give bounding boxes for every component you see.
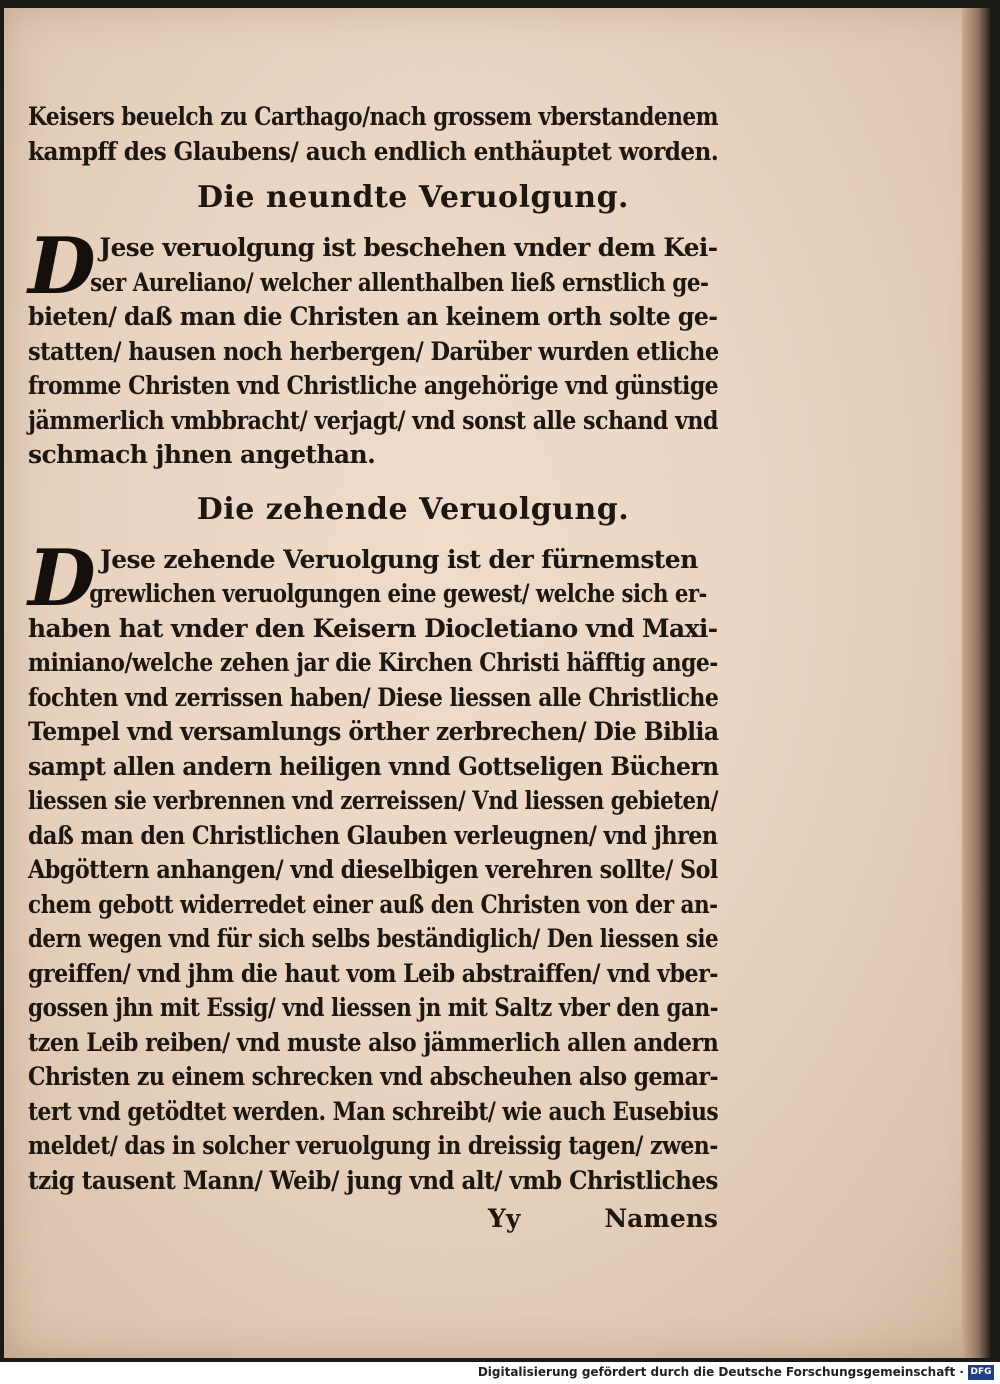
page-footer-catch-row — [28, 1202, 718, 1238]
signature-mark: Yy — [488, 1204, 521, 1233]
text-line: bieten/ daß man die Christen an keinem orth solte ge- — [28, 302, 718, 331]
text-line: chem gebott widerredet einer auß den Christen von der an- — [28, 889, 718, 919]
text-line: kampff des Glaubens/ auch endlich enthäuptet worden. — [28, 136, 719, 166]
text-line: sampt allen andern heiligen vnnd Gottseligen Büchern — [28, 751, 719, 781]
text-line: gossen jhn mit Essig/ vnd liessen jn mit Saltz vber den gan- — [28, 993, 719, 1022]
catchword: Namens — [604, 1204, 718, 1233]
text-line: Christen zu einem schrecken vnd abscheuhen also gemar- — [28, 1062, 719, 1091]
text-line: fochten vnd zerrissen haben/ Diese liessen alle Christliche — [28, 682, 719, 712]
text-line: dern wegen vnd für sich selbs beständiglich/ Den liessen sie — [28, 924, 719, 953]
page-edge-shadow — [962, 8, 990, 1358]
section-heading-ninth: Die neundte Veruolgung. — [197, 180, 629, 215]
text-line: miniano/welche zehen jar die Kirchen Christi häfftig ange- — [28, 648, 718, 677]
page-text — [28, 100, 718, 1238]
drop-cap-initial: D — [28, 221, 96, 312]
text-line: meldet/ das in solcher veruolgung in dreissig tagen/ zwen- — [28, 1131, 718, 1160]
section-heading-tenth: Die zehende Veruolgung. — [196, 491, 630, 527]
text-line: Tempel vnd versamlungs örther zerbrechen/ Die Biblia — [28, 717, 719, 746]
paragraph-ninth-persecution — [28, 221, 719, 473]
text-line: liessen sie verbrennen vnd zerreissen/ Vnd liessen gebieten/ — [28, 786, 718, 815]
text-line: tzen Leib reiben/ vnd muste also jämmerlich allen andern — [28, 1027, 719, 1057]
text-line: jämmerlich vmbbracht/ verjagt/ vnd sonst alle schand vnd — [28, 405, 718, 435]
text-line: Abgöttern anhangen/ vnd dieselbigen verehren sollte/ Sol — [28, 855, 718, 884]
text-line: Keisers beuelch zu Carthago/nach grossem vberstandenem — [28, 102, 718, 131]
text-line: statten/ hausen noch herbergen/ Darüber wurden etliche — [28, 336, 719, 366]
footer-credit: Digitalisierung gefördert durch die Deutsche Forschungsgemeinschaft · — [477, 1365, 964, 1379]
text-line: ser Aureliano/ welcher allenthalben ließ ernstlich ge- — [90, 267, 709, 297]
paragraph-tenth-persecution — [28, 532, 719, 1199]
text-line: Jese zehende Veruolgung ist der fürnemsten — [100, 544, 698, 574]
text-line: schmach jhnen angethan. — [28, 440, 376, 469]
text-line: haben hat vnder den Keisern Diocletiano vnd Maxi- — [28, 613, 718, 643]
text-line: Jese veruolgung ist beschehen vnder dem Kei- — [99, 233, 718, 262]
text-line: fromme Christen vnd Christliche angehörige vnd günstige — [28, 371, 719, 400]
text-line: tert vnd getödtet werden. Man schreibt/ wie auch Eusebius — [28, 1096, 719, 1126]
dfg-logo: DFG — [968, 1365, 994, 1380]
digitization-footer — [0, 1362, 1000, 1384]
text-line: greiffen/ vnd jhm die haut vom Leib abstraiffen/ vnd vber- — [28, 958, 718, 988]
text-line: grewlichen veruolgungen eine gewest/ welche sich er- — [89, 579, 707, 608]
text-line: daß man den Christlichen Glauben verleugnen/ vnd jhren — [28, 820, 718, 850]
text-line: tzig tausent Mann/ Weib/ jung vnd alt/ vmb Christliches — [28, 1165, 718, 1195]
drop-cap-initial: D — [28, 532, 96, 624]
